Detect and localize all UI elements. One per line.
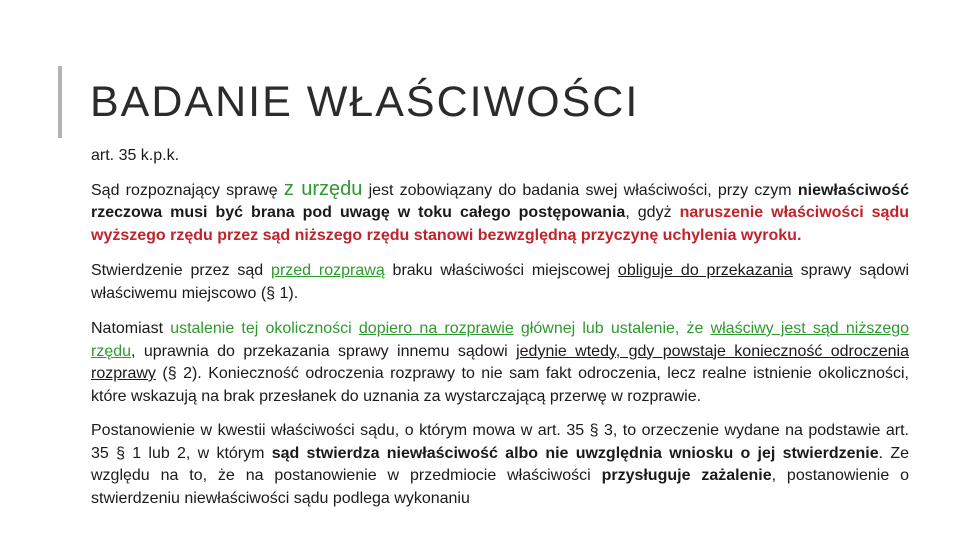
p4-text-e: , postanowienie o stwierdzeniu niewłaściwości sądu podlega wykonaniu [91,467,910,507]
p3-lower-court: właściwy jest sąd niższego rzędu [91,320,910,360]
paragraph-1 [91,178,909,248]
p3-only-when-adjourned: jedynie wtedy, gdy powstaje konieczność odroczenia rozprawy [91,342,910,382]
p2-text-e: sprawy sądowi właściwemu miejscowo (§ 1). [91,262,909,302]
p1-text-e: , gdyż [625,204,680,221]
p3-text-f: , uprawnia do przekazania sprawy innemu sądowi [131,342,517,360]
p4-text-c: . Ze względu na to, że na postanowienie w przedmiocie właściwości [91,444,909,484]
p2-text-a: Stwierdzenie przez sąd [91,262,272,279]
p3-establishing: ustalenie tej okoliczności [170,320,359,337]
p3-text-h: (§ 2). Konieczność odroczenia rozprawy to nie sam fakt odroczenia, lecz realne istnienie okoliczności, które wskazują na brak przesłanek do uznania za wystarczającą przerwę w rozprawie. [91,365,909,405]
p3-only-at-trial: dopiero na rozprawie [358,320,514,337]
paragraph-3 [91,318,909,408]
article-reference: art. 35 k.p.k. [91,147,180,164]
paragraph-2 [91,260,909,305]
p2-obliges-transfer: obliguje do przekazania [617,262,793,279]
p1-text-a: Sąd rozpoznający sprawę [91,181,284,199]
p4-complaint: przysługuje zażalenie [601,467,772,484]
title-accent-bar [58,66,62,138]
p4-court-finds: sąd stwierdza niewłaściwość albo nie uwzględnia wniosku o jej stwierdzenie [271,444,879,462]
p3-text-a: Natomiast [91,320,171,337]
p1-ex-officio: z urzędu [283,177,363,200]
paragraph-4 [91,420,909,510]
p4-text-a: Postanowienie w kwestii właściwości sądu, o którym mowa w art. 35 § 3, to orzeczenie wydane na podstawie art. 35 § 1 lub 2, w którym [91,422,909,462]
slide-title: BADANIE WŁAŚCIWOŚCI [90,78,640,126]
p2-before-trial: przed rozprawą [271,262,385,279]
p1-text-c: jest zobowiązany do badania swej właściwości, przy czym [362,181,798,199]
p3-text-d: głównej lub ustalenie, że [513,320,711,337]
slide-content [91,145,909,523]
p2-text-c: braku właściwości miejscowej [384,262,618,279]
p1-material-incompetence: niewłaściwość rzeczowa musi być brana pod uwagę w toku całego postępowania [91,181,910,221]
p1-absolute-reason: naruszenie właściwości sądu wyższego rzędu przez sąd niższego rzędu stanowi bezwzględną przyczynę uchylenia wyroku. [91,204,910,244]
